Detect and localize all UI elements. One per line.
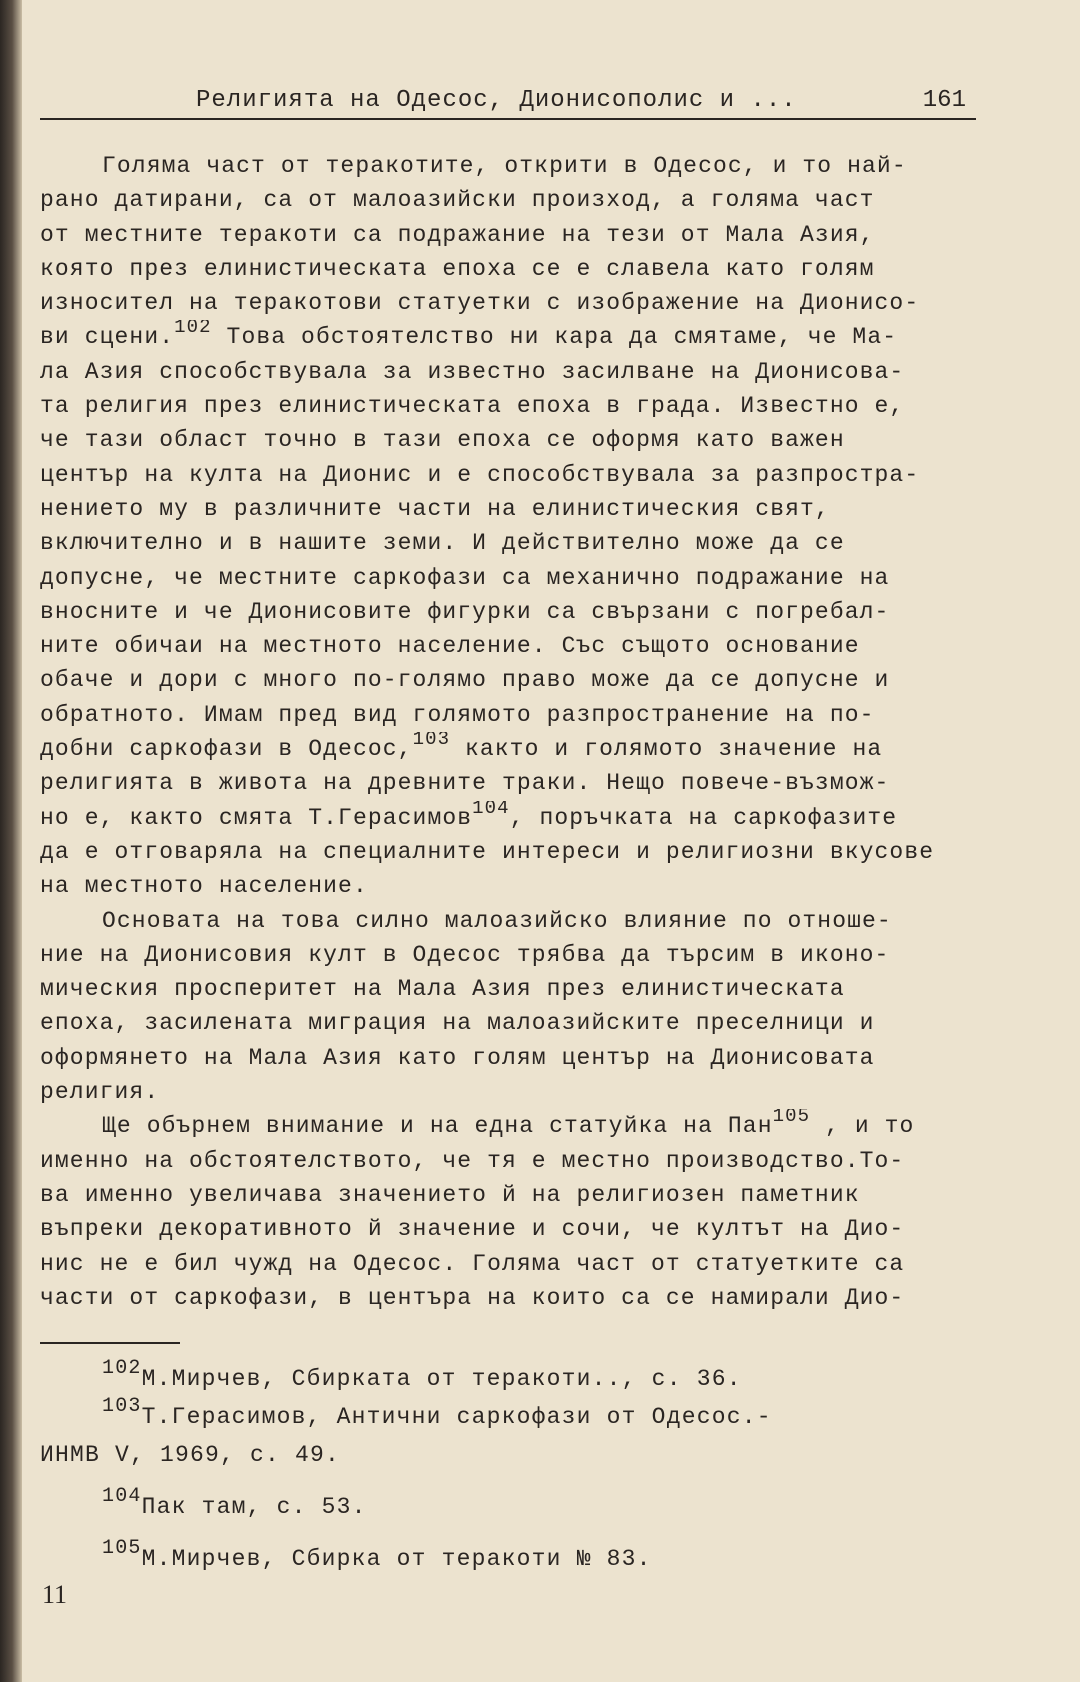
text-line: център на култа на Дионис и е способствувала за разпростра- [40,461,920,488]
text-line: ла Азия способствувала за известно засилване на Дионисова- [40,358,905,385]
body-text [40,149,980,1315]
footnote-text: ИНМВ V, 1969, с. 49. [40,1442,341,1468]
text-line [40,320,980,354]
text-line: оформянето на Мала Азия като голям център на Дионисовата [40,1044,875,1071]
text-segment: добни саркофази в Одесос, [40,736,413,763]
text-line: да е отговаряла на специалните интереси и религиозни вкусове [40,838,935,865]
book-binding-edge [0,0,22,1682]
text-line: на местното население. [40,873,368,900]
text-line: обратното. Имам пред вид голямото разпространение на по- [40,701,875,728]
footnote-104 [40,1485,980,1526]
text-line: религията в живота на древните траки. Нещо повече-възмож- [40,770,890,797]
footnote-text: Пак там, с. 53. [141,1494,367,1520]
printer-signature-mark: 11 [42,1580,68,1609]
text-line: епоха, засилената миграция на малоазийските преселници и [40,1010,875,1037]
text-segment: ви сцени. [40,324,175,351]
footnote-number: 104 [102,1485,142,1508]
footnote-text: М.Мирчев, Сбирката от теракоти.., с. 36. [141,1366,742,1392]
book-page [40,0,1040,1682]
text-segment: , и то [810,1113,915,1140]
text-line: включително и в нашите земи. И действително може да се [40,530,845,557]
footnote-number: 103 [102,1395,142,1418]
text-line: нис не е бил чужд на Одесос. Голяма част от статуетките са [40,1250,905,1277]
footnote-reference: 103 [412,732,451,751]
text-line: ните обичаи на местното население. Със същото основание [40,633,860,660]
text-line [40,1109,980,1143]
text-segment: , поръчката на саркофазите [509,804,898,831]
text-line: ва именно увеличава значението й на религиозен паметник [40,1181,860,1208]
text-line: въпреки декоративното й значение и сочи, че култът на Дио- [40,1216,905,1243]
footnote-103-continuation [40,1436,980,1474]
text-line: че тази област точно в тази епоха се оформя като важен [40,427,845,454]
footnote-text: Т.Герасимов, Антични саркофази от Одесос.- [141,1404,772,1430]
footnote-text: М.Мирчев, Сбирка от теракоти № 83. [141,1546,652,1572]
footnote-number: 105 [102,1537,142,1560]
text-line: части от саркофази, в центъра на които са се намирали Дио- [40,1284,905,1311]
footnote-reference: 105 [772,1109,811,1128]
running-head [40,84,976,120]
footnotes [40,1357,980,1578]
text-segment: Ще обърнем внимание и на една статуйка на Пан [102,1113,773,1140]
text-line: Основата на това силно малоазийско влияние по отноше- [102,907,892,934]
footnote-103 [40,1395,980,1436]
text-line: обаче и дори с много по-голямо право може да се допусне и [40,667,890,694]
page-number: 161 [922,87,966,114]
text-line: нението му в различните части на елинистическия свят, [40,495,830,522]
footnote-reference: 102 [174,320,212,339]
footnote-number: 102 [102,1357,142,1380]
running-title: Религията на Одесос, Дионисополис и ... [196,87,797,114]
text-line: Голяма част от теракотите, открити в Одесос, и то най- [102,153,907,179]
footnote-105 [40,1537,980,1578]
footnote-separator [40,1342,180,1344]
text-segment: Това обстоятелство ни кара да смятаме, че Ма- [211,324,898,351]
text-line [40,732,980,766]
text-line: религия. [40,1079,160,1106]
text-line: допусне, че местните саркофази са механично подражание на [40,564,890,591]
text-line: ние на Дионисовия култ в Одесос трябва да търсим в иконо- [40,941,890,968]
text-line: вносните и че Дионисовите фигурки са свързани с погребал- [40,598,890,625]
text-segment: но е, както смята Т.Герасимов [40,804,473,831]
text-line: износител на теракотови статуетки с изображение на Дионисо- [40,290,920,317]
text-segment: както и голямото значение на [450,736,883,763]
footnote-reference: 104 [472,800,510,819]
text-line: мическия просперитет на Мала Азия през елинистическата [40,976,845,1003]
footnote-102 [40,1357,980,1398]
text-line: която през елинистическата епоха се е славела като голям [40,255,875,282]
text-line: от местните теракоти са подражание на тези от Мала Азия, [40,221,875,248]
text-line [40,801,980,835]
text-line: та религия през елинистическата епоха в града. Известно е, [40,393,905,420]
text-line: именно на обстоятелството, че тя е местно производство.То- [40,1147,905,1174]
text-line: рано датирани, са от малоазийски произход, а голяма част [40,187,875,214]
